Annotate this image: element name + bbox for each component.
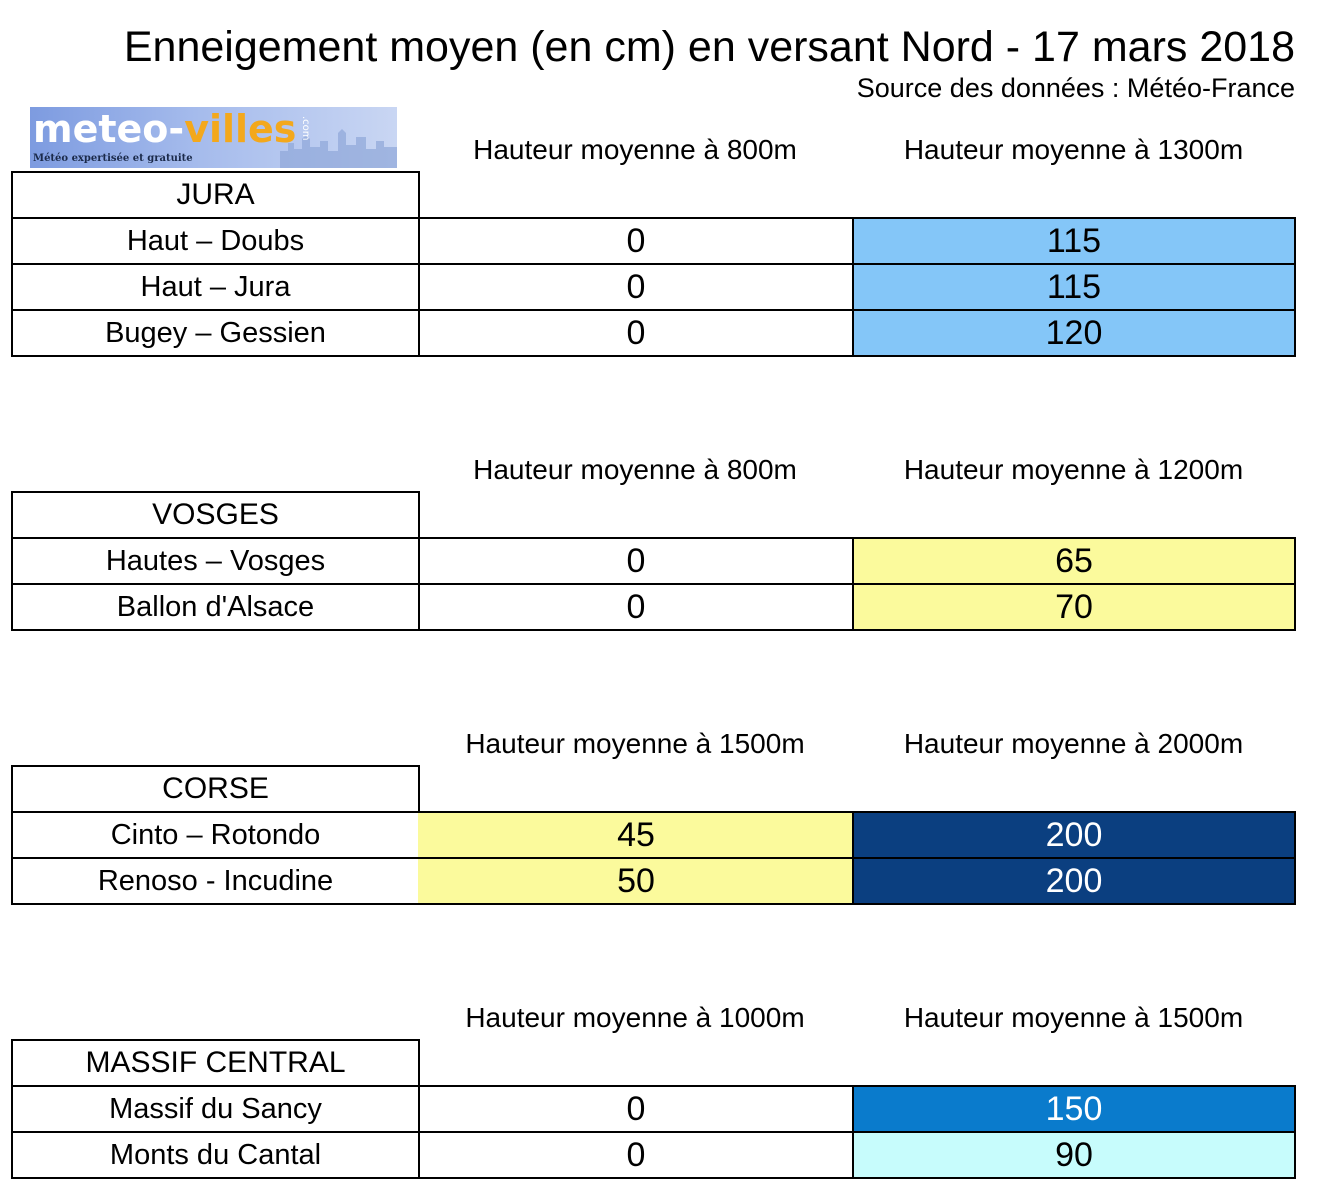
massif-name: Monts du Cantal (11, 1131, 420, 1179)
massif-name: Haut – Doubs (11, 217, 420, 265)
snow-value-low: 0 (418, 537, 854, 585)
col1-header: Hauteur moyenne à 1500m (465, 728, 805, 759)
logo-domain-suffix: .com (300, 116, 311, 141)
snow-value-high: 115 (852, 263, 1296, 311)
snow-value-high: 115 (852, 217, 1296, 265)
region-label: JURA (11, 171, 420, 219)
massif-name: Ballon d'Alsace (11, 583, 420, 631)
snow-value-high: 200 (852, 857, 1296, 905)
massif-name: Massif du Sancy (11, 1085, 420, 1133)
massif-name: Hautes – Vosges (11, 537, 420, 585)
massif-name: Renoso - Incudine (11, 857, 420, 905)
snow-value-low: 0 (418, 1085, 854, 1133)
region-label: MASSIF CENTRAL (11, 1039, 420, 1087)
snow-value-low: 0 (418, 583, 854, 631)
region-label: CORSE (11, 765, 420, 813)
massif-name: Bugey – Gessien (11, 309, 420, 357)
page-title: Enneigement moyen (en cm) en versant Nord - 17 mars 2018 (123, 23, 1295, 71)
col2-header: Hauteur moyenne à 1300m (903, 134, 1244, 165)
city-skyline-icon (280, 121, 397, 168)
snow-value-high: 70 (852, 583, 1296, 631)
col1-header: Hauteur moyenne à 800m (473, 134, 797, 165)
massif-name: Cinto – Rotondo (11, 811, 420, 859)
data-source: Source des données : Météo-France (856, 73, 1295, 103)
snow-value-low: 0 (418, 1131, 854, 1179)
col1-header: Hauteur moyenne à 800m (473, 454, 797, 485)
snow-value-low: 0 (418, 263, 854, 311)
snow-value-high: 150 (852, 1085, 1296, 1133)
col1-header: Hauteur moyenne à 1000m (465, 1002, 805, 1033)
col2-header: Hauteur moyenne à 2000m (903, 728, 1244, 759)
snow-value-low: 0 (418, 217, 854, 265)
snow-value-high: 120 (852, 309, 1296, 357)
col2-header: Hauteur moyenne à 1200m (903, 454, 1244, 485)
massif-name: Haut – Jura (11, 263, 420, 311)
logo-wordmark: meteo-villes (33, 107, 297, 151)
region-label: VOSGES (11, 491, 420, 539)
snow-value-high: 200 (852, 811, 1296, 859)
snow-value-low: 45 (418, 811, 854, 859)
meteo-villes-logo[interactable] (30, 107, 397, 168)
snow-value-high: 90 (852, 1131, 1296, 1179)
logo-tagline: Météo expertisée et gratuite (33, 153, 193, 164)
snow-value-high: 65 (852, 537, 1296, 585)
snow-value-low: 50 (418, 857, 854, 905)
snow-value-low: 0 (418, 309, 854, 357)
col2-header: Hauteur moyenne à 1500m (903, 1002, 1244, 1033)
